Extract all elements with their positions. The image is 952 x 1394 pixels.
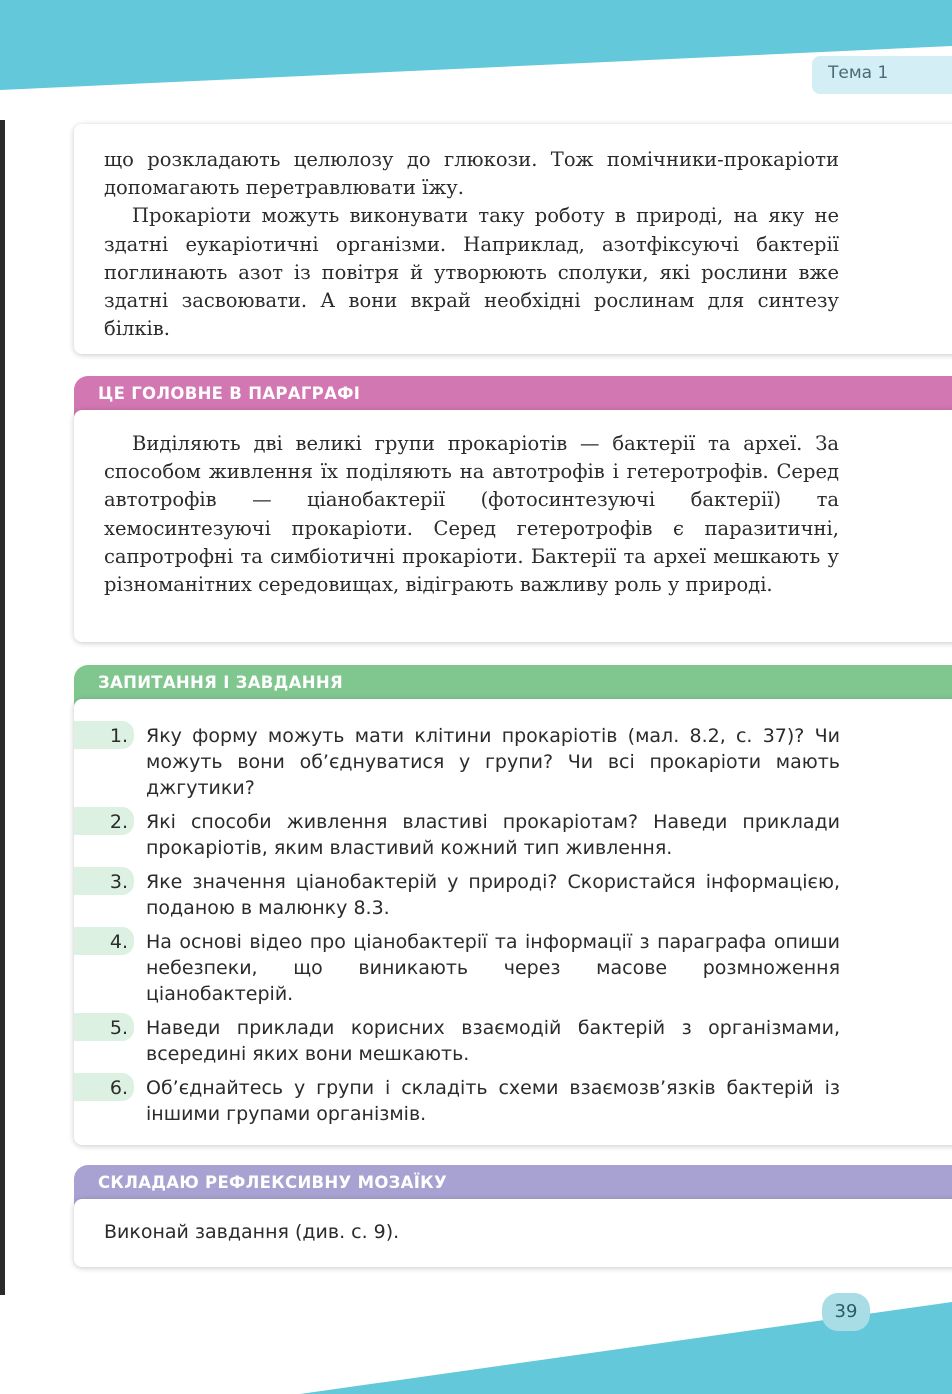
summary-card bbox=[74, 410, 952, 642]
intro-text bbox=[104, 146, 839, 343]
topic-tab bbox=[812, 56, 952, 94]
top-decorative-band bbox=[0, 0, 952, 90]
mosaic-title: СКЛАДАЮ РЕФЛЕКСИВНУ МОЗАЇКУ bbox=[98, 1173, 447, 1192]
question-text: На основі відео про ціанобактерії та інформації з параграфа опиши небезпеки, що виникають через масове розмноження ціанобактерій. bbox=[146, 931, 840, 1005]
questions-card bbox=[74, 699, 952, 1145]
questions-title: ЗАПИТАННЯ І ЗАВДАННЯ bbox=[98, 673, 343, 692]
bottom-decorative-band bbox=[0, 1284, 952, 1394]
question-number: 2. bbox=[109, 811, 128, 833]
question-text: Наведи приклади корисних взаємодій бактерій з організмами, всередині яких вони мешкають. bbox=[146, 1017, 840, 1065]
question-number: 1. bbox=[109, 725, 128, 747]
intro-paragraph: Прокаріоти можуть виконувати таку роботу в природі, на яку не здатні еукаріотичні організми. Наприклад, азотфіксуючі бактерії поглинають азот із повітря й утворюють сполуки, які рослини вже здатні засвоювати. А вони вкрай необхідні рослинам для синтезу білків. bbox=[104, 204, 839, 341]
mosaic-card bbox=[74, 1199, 952, 1267]
question-number: 6. bbox=[109, 1077, 128, 1099]
summary-text-block bbox=[104, 430, 839, 599]
left-edge-strip bbox=[0, 120, 5, 1295]
summary-title: ЦЕ ГОЛОВНЕ В ПАРАГРАФІ bbox=[98, 384, 361, 403]
question-number: 3. bbox=[109, 871, 128, 893]
question-number: 5. bbox=[109, 1017, 128, 1039]
question-text: Яку форму можуть мати клітини прокаріотів (мал. 8.2, с. 37)? Чи можуть вони об’єднуватися у групи? Чи всі прокаріоти мають джгутики? bbox=[146, 725, 840, 799]
mosaic-text: Виконай завдання (див. с. 9). bbox=[104, 1221, 400, 1243]
intro-card bbox=[74, 124, 952, 354]
page-number: 39 bbox=[822, 1293, 870, 1331]
intro-paragraph: що розкладають целюлозу до глюкози. Тож помічники-прокаріоти допомагають перетравлювати їжу. bbox=[104, 148, 839, 200]
question-number: 4. bbox=[109, 931, 128, 953]
topic-label: Тема 1 bbox=[828, 63, 889, 83]
summary-text: Виділяють дві великі групи прокаріотів — бактерії та археї. За способом живлення їх поділяють на автотрофів і гетеротрофів. Серед автотрофів — ціанобактерії (фотосинтезуючі бактерії) та хемосинтезуючі прокаріоти. Серед гетеротрофів є паразитичні, сапротрофні та симбіотичні прокаріоти. Бактерії та археї мешкають у різноманітних середовищах, відіграють важливу роль у природі. bbox=[104, 432, 839, 597]
question-text: Яке значення ціанобактерій у природі? Скористайся інформацією, поданою в малюнку 8.3. bbox=[146, 871, 840, 919]
question-text: Об’єднайтесь у групи і складіть схеми взаємозв’язків бактерій із іншими групами організмів. bbox=[146, 1077, 840, 1125]
question-text: Які способи живлення властиві прокаріотам? Наведи приклади прокаріотів, яким властивий кожний тип живлення. bbox=[146, 811, 840, 859]
